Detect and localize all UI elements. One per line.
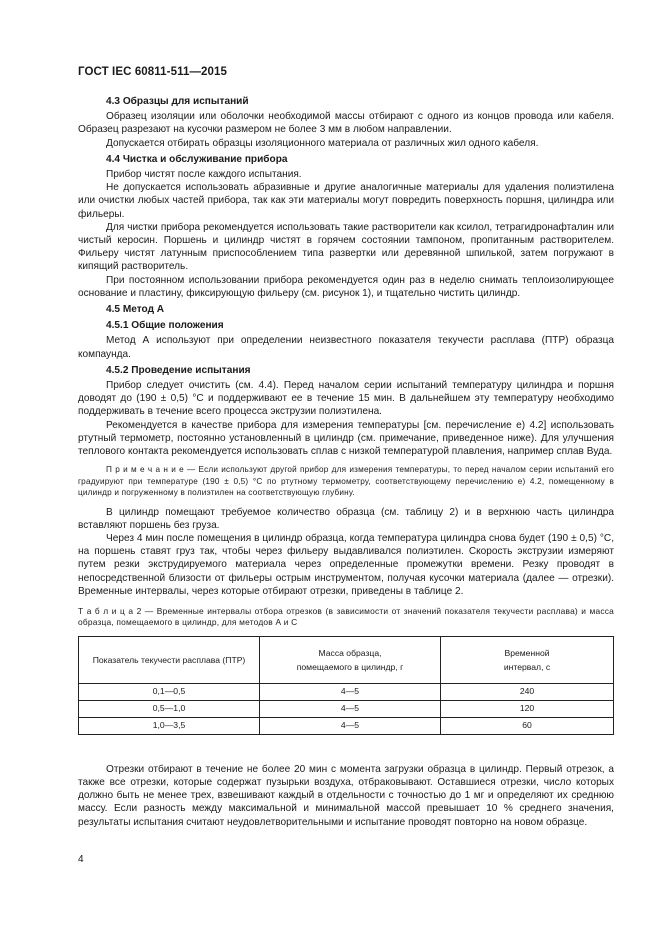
paragraph: Рекомендуется в качестве прибора для измерения температуры [см. перечисление е) 4.2] использовать ртутный термометр, постоянно установленный в цилиндр (см. примечание, приведенное ниже). Для улучшения теплового контакта рекомендуется использовать сплав с низкой температурой плавления, например сплав Вуда. (78, 419, 614, 458)
paragraph: Допускается отбирать образцы изоляционного материала от различных жил одного кабеля. (106, 137, 539, 149)
table-header-row (79, 636, 614, 683)
paragraph: Прибор чистят после каждого испытания. (106, 169, 302, 181)
section-4-5-heading: 4.5 Метод А (106, 304, 165, 316)
cell-mass: 4—5 (260, 683, 441, 700)
cell-mass: 4—5 (260, 700, 441, 717)
paragraph: В цилиндр помещают требуемое количество образца (см. таблицу 2) и в верхнюю часть цилиндра вставляют поршень без груза. (78, 506, 614, 531)
column-header-interval (441, 636, 614, 683)
cell-interval: 60 (441, 717, 614, 734)
section-4-4-heading: 4.4 Чистка и обслуживание прибора (106, 153, 288, 165)
paragraph: Отрезки отбирают в течение не более 20 мин с момента загрузки образца в цилиндр. Первый отрезок, а также все отрезки, которые содержат пузырьки воздуха, отбраковывают. Оставшиеся отрезки, число которых должно быть не менее трех, взвешивают каждый в отдельности с точностью до 1 мг и определяют их среднюю массу. Если разность между максимальной и минимальной массой превышает 10 % среднего значения, результаты испытания считают неудовлетворительными и испытание проводят повторно на новом образце. (78, 763, 614, 828)
column-header-mass (260, 636, 441, 683)
cell-ptr: 0,5—1,0 (79, 700, 260, 717)
cell-ptr: 0,1—0,5 (79, 683, 260, 700)
paragraph: При постоянном использовании прибора рекомендуется один раз в неделю снимать теплоизолирующее основание и пластину, фиксирующую фильеру (см. рисунок 1), и тщательно чистить цилиндр. (78, 274, 614, 299)
page-content (78, 92, 614, 829)
cell-interval: 120 (441, 700, 614, 717)
table-row (79, 717, 614, 734)
standard-header: ГОСТ IEC 60811-511—2015 (78, 66, 228, 78)
paragraph: Прибор следует очистить (см. 4.4). Перед началом серии испытаний температуру цилиндра и поршня доводят до (190 ± 0,5) °C и поддерживают ее в течение 15 мин. В дальнейшем эту температуру необходимо поддерживать в течение всего процесса экструзии полиэтилена. (78, 380, 614, 418)
column-header-ptr-label: Показатель текучести расплава (ПТР) (92, 654, 246, 665)
column-header-interval-line1: Временной (504, 647, 550, 658)
page-number: 4 (78, 854, 84, 865)
note: П р и м е ч а н и е — Если используют другой прибор для измерения температуры, то перед началом серии испытаний его градуируют при температуре (190 ± 0,5) °C по ртутному термометру, соответствующему перечислению е) 4.2, помещенному в цилиндр и погруженному в полиэтилен на соответствующую глубину. (78, 465, 614, 498)
paragraph: Метод А используют при определении неизвестного показателя текучести расплава (ПТР) образца компаунда. (78, 335, 614, 360)
paragraph: Не допускается использовать абразивные и другие аналогичные материалы для удаления полиэтилена или очистки любых частей прибора, так как эти материалы могут повредить поверхность поршня, цилиндра или фильеры. (78, 182, 614, 220)
paragraph: Через 4 мин после помещения в цилиндр образца, когда температура цилиндра снова будет (190 ± 0,5) °C, на поршень ставят груз так, чтобы через фильеру выдавливался полиэтилен. Скорость экструзии измеряют путем резки экструдируемого материала через определенные промежутки времени. Резку проводят в непосредственной близости от фильеры острым инструментом, получая кусочки материала (далее — отрезки). Временные интервалы, через которые отбирают отрезки, приведены в таблице 2. (78, 532, 614, 597)
table-2 (78, 636, 614, 735)
section-4-5-1-heading: 4.5.1 Общие положения (106, 320, 224, 332)
column-header-mass-line1: Масса образца, (318, 647, 382, 658)
cell-mass: 4—5 (260, 717, 441, 734)
table-row (79, 700, 614, 717)
cell-ptr: 1,0—3,5 (79, 717, 260, 734)
column-header-ptr (79, 636, 260, 683)
paragraph: Для чистки прибора рекомендуется использовать такие растворители как ксилол, тетрагидронафталин или чистый керосин. Поршень и цилиндр чистят в горячем состоянии тампоном, пропитанным растворителем. Фильеру чистят латунным приспособлением типа развертки или деревянной шпилькой, затем погружают в кипящий растворитель. (78, 221, 614, 273)
column-header-interval-line2: интервал, с (503, 661, 551, 672)
table-row (79, 683, 614, 700)
paragraph: Образец изоляции или оболочки необходимой массы отбирают с одного из концов провода или кабеля. Образец разрезают на кусочки размером не более 3 мм в любом направлении. (78, 111, 614, 136)
table-caption: Т а б л и ц а 2 — Временные интервалы отбора отрезков (в зависимости от значений показателя текучести расплава) и масса образца, помещаемого в цилиндр, для методов А и С (78, 605, 614, 628)
section-4-5-2-heading: 4.5.2 Проведение испытания (106, 364, 251, 376)
section-4-3-heading: 4.3 Образцы для испытаний (106, 96, 249, 107)
cell-interval: 240 (441, 683, 614, 700)
column-header-mass-line2: помещаемого в цилиндр, г (296, 661, 404, 672)
